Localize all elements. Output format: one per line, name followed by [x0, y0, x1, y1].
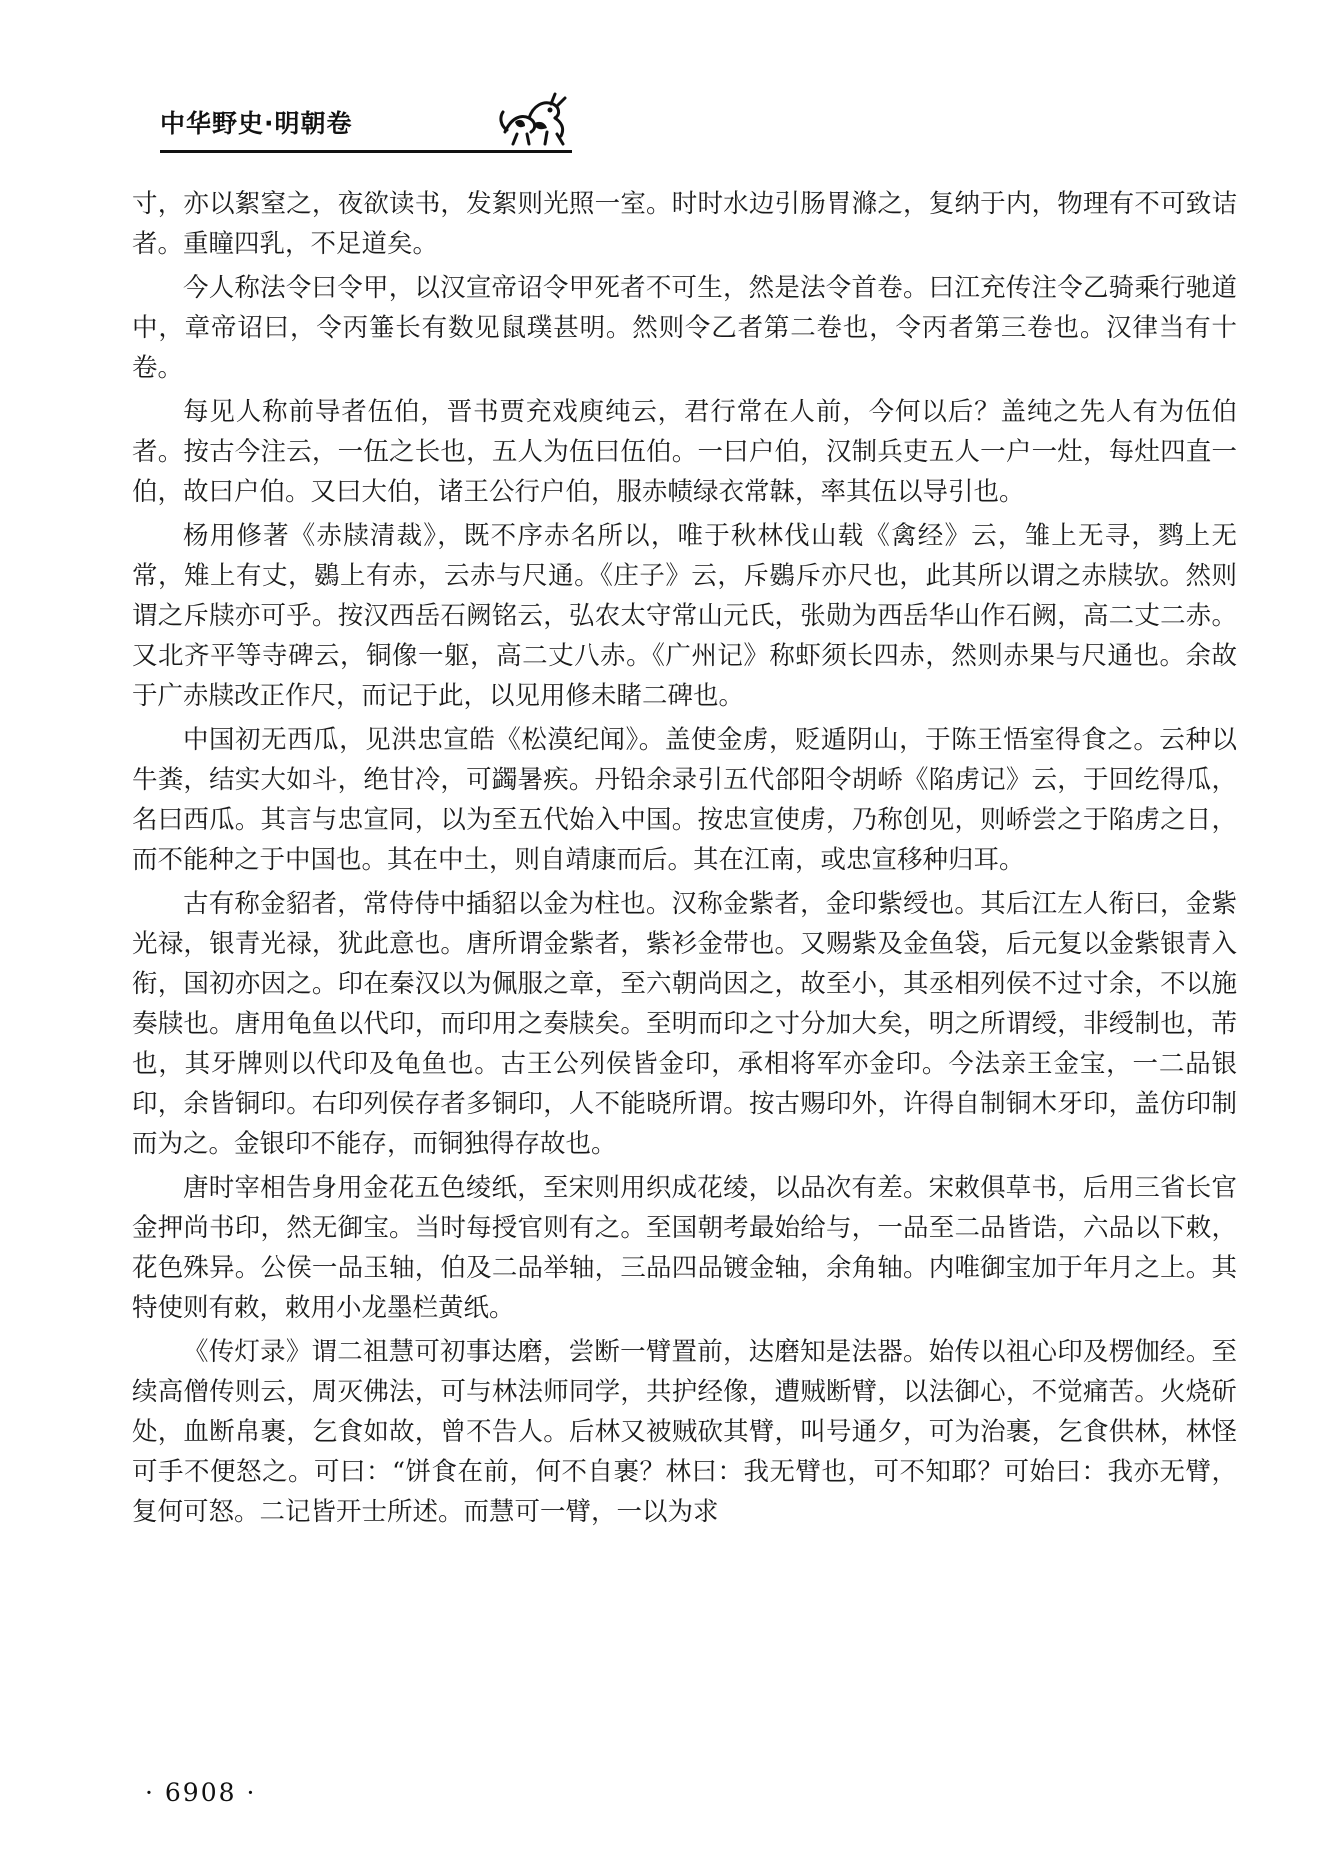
paragraph: 古有称金貂者，常侍侍中插貂以金为柱也。汉称金紫者，金印紫绶也。其后江左人衔曰，金紫光禄，银青光禄，犹此意也。唐所谓金紫者，紫衫金带也。又赐紫及金鱼袋，后元复以金紫银青入衔，国初亦因之。印在秦汉以为佩服之章，至六朝尚因之，故至小，其丞相列侯不过寸余，不以施奏牍也。唐用龟鱼以代印，而印用之奏牍矣。至明而印之寸分加大矣，明之所谓绶，非绶制也，芾也，其牙牌则以代印及龟鱼也。古王公列侯皆金印，承相将军亦金印。今法亲王金宝，一二品银印，余皆铜印。右印列侯存者多铜印，人不能晓所谓。按古赐印外，许得自制铜木牙印，盖仿印制而为之。金银印不能存，而铜独得存故也。 — [132, 889, 1237, 1159]
paragraph: 杨用修著《赤牍清裁》，既不序赤名所以，唯于秋林伐山载《禽经》云，雏上无寻，鹨上无常，雉上有丈，鷃上有赤，云赤与尺通。《庄子》云，斥鷃斥亦尺也，此其所以谓之赤牍欤。然则谓之斥牍亦可乎。按汉西岳石阙铭云，弘农太守常山元氏，张勋为西岳华山作石阙，高二丈二赤。又北齐平等寺碑云，铜像一躯，高二丈八赤。《广州记》称虾须长四赤，然则赤果与尺通也。余故于广赤牍改正作尺，而记于此，以见用修未睹二碑也。 — [132, 521, 1237, 711]
body-text — [132, 184, 1237, 1536]
book-title: 中华野史·明朝卷 — [160, 109, 353, 138]
paragraph: 每见人称前导者伍伯，晋书贾充戏庾纯云，君行常在人前，今何以后？盖纯之先人有为伍伯者。按古今注云，一伍之长也，五人为伍曰伍伯。一曰户伯，汉制兵吏五人一户一灶，每灶四直一伯，故曰户伯。又曰大伯，诸王公行户伯，服赤帻绿衣常韎，率其伍以导引也。 — [132, 397, 1237, 507]
page-number: · 6908 · — [145, 1778, 257, 1807]
paragraph: 唐时宰相告身用金花五色绫纸，至宋则用织成花绫，以品次有差。宋敕俱草书，后用三省长官金押尚书印，然无御宝。当时每授官则有之。至国朝考最始给与，一品至二品皆诰，六品以下敕，花色殊异。公侯一品玉轴，伯及二品举轴，三品四品镀金轴，余角轴。内唯御宝加于年月之上。其特使则有敕，敕用小龙墨栏黄纸。 — [132, 1173, 1237, 1323]
running-header — [160, 96, 572, 156]
dragon-emblem-icon — [495, 88, 575, 148]
paragraph: 中国初无西瓜，见洪忠宣皓《松漠纪闻》。盖使金虏，贬遁阴山，于陈王悟室得食之。云种以牛粪，结实大如斗，绝甘冷，可蠲暑疾。丹铅余录引五代郃阳令胡峤《陷虏记》云，于回纥得瓜，名曰西瓜。其言与忠宣同，以为至五代始入中国。按忠宣使虏，乃称创见，则峤尝之于陷虏之日，而不能种之于中国也。其在中土，则自靖康而后。其在江南，或忠宣移种归耳。 — [132, 725, 1237, 875]
paragraph: 《传灯录》谓二祖慧可初事达磨，尝断一臂置前，达磨知是法器。始传以祖心印及楞伽经。至续高僧传则云，周灭佛法，可与林法师同学，共护经像，遭贼断臂，以法御心，不觉痛苦。火烧斫处，血断帛裹，乞食如故，曾不告人。后林又被贼砍其臂，叫号通夕，可为治裹，乞食供林，林怪可手不便怒之。可曰：“饼食在前，何不自裹？林曰：我无臂也，可不知耶？可始曰：我亦无臂，复何可怒。二记皆开士所述。而慧可一臂，一以为求 — [132, 1337, 1237, 1527]
header-rule — [160, 150, 572, 153]
paragraph: 寸，亦以絮窒之，夜欲读书，发絮则光照一室。时时水边引肠胃滌之，复纳于内，物理有不可致诘者。重瞳四乳，不足道矣。 — [132, 189, 1237, 259]
paragraph: 今人称法令曰令甲，以汉宣帝诏令甲死者不可生，然是法令首卷。曰江充传注令乙骑乘行驰道中，章帝诏曰，令丙箠长有数见鼠璞甚明。然则令乙者第二卷也，令丙者第三卷也。汉律当有十卷。 — [132, 273, 1237, 383]
